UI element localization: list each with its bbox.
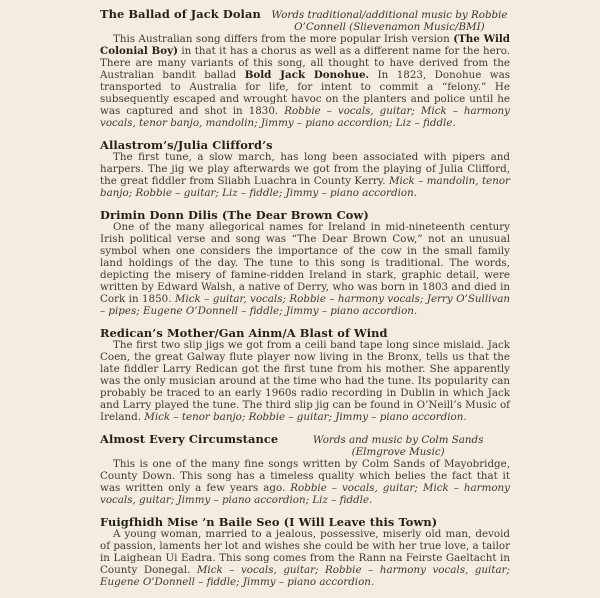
text-run-bold: (The Wild Colonial Boy) <box>100 33 510 57</box>
song-notes-list <box>100 8 510 588</box>
text-run-italic: Mick – tenor banjo; Robbie – guitar; Jimmy – piano accordion. <box>144 411 467 423</box>
song-description <box>100 221 510 317</box>
text-run-normal: This is one of the many fine songs written by Colm Sands of Mayobridge, County Down. This song has a timeless quality which belies the fact that it was written only a few years ago. <box>100 458 510 494</box>
song-heading <box>100 516 510 528</box>
song-section <box>100 516 510 588</box>
song-title: Redican’s Mother/Gan Ainm/A Blast of Wind <box>100 326 388 340</box>
song-credit: Words and music by Colm Sands (Elmgrove Music) <box>312 434 484 458</box>
song-title: Almost Every Circumstance <box>100 432 279 446</box>
song-heading <box>100 327 510 339</box>
text-run-normal: In 1823, Donohue was transported to Australia for life, for intent to commit a “felony.” He subsequently escaped and wrought havoc on the planters and police until he was captured and shot in 1830. <box>100 69 510 117</box>
song-description <box>100 528 510 588</box>
song-heading <box>100 139 510 151</box>
song-heading <box>100 8 510 33</box>
song-title: Fuigfhidh Mise ’n Baile Seo (I Will Leave this Town) <box>100 515 438 529</box>
text-run-italic: Mick – vocals, guitar; Robbie – harmony vocals, guitar; Eugene O’Donnell – fiddle; Jimmy – piano accordion. <box>100 564 510 588</box>
song-section <box>100 209 510 317</box>
song-section <box>100 327 510 423</box>
song-title: The Ballad of Jack Dolan <box>100 7 261 21</box>
song-description <box>100 339 510 423</box>
text-run-italic: Mick – guitar, vocals; Robbie – harmony vocals; Jerry O’Sullivan – pipes; Eugene O’Donnell – fiddle; Jimmy – piano accordion. <box>100 293 510 317</box>
song-heading <box>100 209 510 221</box>
song-description <box>100 458 510 506</box>
text-run-normal: The first tune, a slow march, has long been associated with pipers and harpers. The jig we play afterwards we got from the playing of Julia Clifford, the great fiddler from Sliabh Luachra in County Kerry. <box>100 151 510 187</box>
song-title: Allastrom’s/Julia Clifford’s <box>100 138 273 152</box>
text-run-normal: A young woman, married to a jealous, possessive, miserly old man, devoid of passion, laments her lot and wishes she could be with her true love, a tailor in Laighean Ui Eadra. This song comes from the Rann na Feirste Gaeltacht in County Donegal. <box>100 528 510 576</box>
text-run-normal: The first two slip jigs we got from a ceili band tape long since mislaid. Jack Coen, the great Galway flute player now living in the Bronx, tells us that the late fiddler Larry Redican got the first tune from his mother. She apparently was the only musician around at the time who had the tune. Its popularity can probably be traced to an early 1960s radio recording in Dublin in which Jack and Larry played the tune. The third slip jig can be found in O’Neill’s Music of Ireland. <box>100 339 510 423</box>
song-section <box>100 139 510 199</box>
text-run-normal: This Australian song differs from the more popular Irish version <box>113 33 454 45</box>
song-heading <box>100 433 510 458</box>
text-run-italic: Robbie – vocals, guitar; Mick – harmony vocals, tenor banjo, mandolin; Jimmy – piano accordion; Liz – fiddle. <box>100 105 510 129</box>
text-run-italic: Mick – mandolin, tenor banjo; Robbie – guitar; Liz – fiddle; Jimmy – piano accordion. <box>100 175 510 199</box>
song-section <box>100 8 510 129</box>
song-section <box>100 433 510 506</box>
text-run-normal: One of the many allegorical names for Ireland in mid-nineteenth century Irish political verse and song was “The Dear Brown Cow,” not an unusual symbol when one considers the importance of the cow in the small family land holdings of the day. The tune to this song is traditional. The words, depicting the misery of famine-ridden Ireland in stark, graphic detail, were written by Edward Walsh, a native of Derry, who was born in 1803 and died in Cork in 1850. <box>100 221 510 305</box>
text-run-normal: in that it has a chorus as well as a different name for the hero. There are many variants of this song, all thought to have derived from the Australian bandit ballad <box>100 45 510 81</box>
song-description <box>100 151 510 199</box>
song-title: Drimin Donn Dilis (The Dear Brown Cow) <box>100 208 369 222</box>
song-credit: Words traditional/additional music by Robbie O’Connell (Slievenamon Music/BMI) <box>271 9 508 33</box>
text-run-bold: Bold Jack Donohue. <box>244 69 370 81</box>
song-description <box>100 33 510 129</box>
text-run-italic: Robbie – vocals, guitar; Mick – harmony vocals, guitar; Jimmy – piano accordion; Liz – fiddle. <box>100 482 510 506</box>
